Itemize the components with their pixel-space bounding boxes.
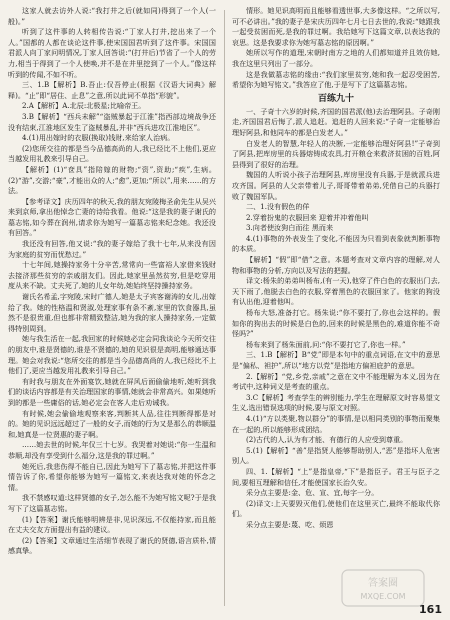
- page-number: 161: [419, 603, 442, 616]
- paragraph: 5.(1)【解析】“善”是指贤人能够帮助别人,“恶”是指坏人危害别人。: [232, 445, 440, 466]
- paragraph: 三、1.B【解析】B.吾止:仅吾停止(根据《汉语大词典》解释)。“止”即“居住、止息”之意,所以此词不单指“形貌”。: [8, 80, 216, 100]
- paragraph: (1)【答案】谢氏能够明辨是非,见识深远,不仅能持家,而且能在丈夫交友方面提出有益的建议。: [8, 514, 216, 535]
- right-column: [232, 6, 440, 531]
- document-page: [8, 6, 442, 614]
- paragraph: 一、子奇十六岁的时候,齐国的国君派(他)去治理阿县。子奇刚走,齐国国君后悔了,派人追赶。追赶的人回来说:“子奇一定能够治理好阿县,和他同车的都是白发老人。”: [232, 106, 440, 137]
- paragraph: (2)您所交往的都是当今品德高尚的人,我已经比不上他们,更应当越发用礼教来引导自己。: [8, 143, 216, 164]
- paragraph: 有时候,她会偷偷地观察来客,判断其人品,往往判断得都是对的。她的见识远远超过了一般的女子,而她的行为又是那么的恭顺温和,她真是一位贤惠的妻子啊。: [8, 408, 216, 439]
- section-title: 百练九十: [317, 93, 354, 104]
- paragraph: 她与我生活在一起,我回家的时候她必定会同我谈论今天所交往的朋友中,谁是贤德的,谁是不贤德的,她的见识很是高明,能够通达事理。她会对我说:“您所交往的都是当今品德高尚的人,我已经比不上他们了,更应当越发用礼教来引导自己。”: [8, 334, 216, 376]
- paragraph: 【解析】(1)“奁具”指陪嫁的财物;“资”,资助;“疾”,生病。(2)“游”,交游;“豪”,才能出众的人;“愈”,更加;“所以”,用来……的方法。: [8, 164, 216, 196]
- svg-text:MXQE.COM: MXQE.COM: [360, 592, 406, 601]
- left-column: [8, 6, 216, 557]
- paragraph: 我还没有回答,他又说:“我的妻子嫁给了我十七年,从来没有因为家庭的贫穷而忧愁过。”: [8, 239, 216, 259]
- paragraph: 3.向者使汝狗白而往 黑而来: [246, 223, 334, 233]
- paragraph: ……她去世的时候,年仅三十七岁。我哭着对她说:“你一生温和恭顺,却没有享受到什么福分,这是我的罪过啊。”: [8, 440, 216, 460]
- paragraph: 二、1.没有假色的佯: [246, 202, 310, 212]
- paragraph: 情形。她见识高明而且能够看透世事,大多像这样。“之所以写,可不必讲出。”我的妻子是宋庆历四年七月七日去世的,我说:“她跟我一起受贫困而死,是我的罪过啊。我给她写下这篇文章,以表达我的哀思。这是我要求你为她写墓志铭的原因啊。”: [232, 6, 440, 47]
- paragraph: 3.C【解析】考查学生的辨别能力,学生在理解原文时容易望文生义,选出错误选项的时候,要与原文对照。: [232, 392, 440, 413]
- paragraph: (2)古代的人,认为有才能、有德行的人应受到尊重。: [246, 435, 408, 445]
- paragraph: 4.(1)“方以类聚,物以群分”的事情,是以相同类别的事物而聚集在一起的,所以能够形成团结。: [232, 413, 440, 434]
- paragraph: 2.【解析】“党,乡党,亲戚”之意在文中不能理解为本义,因为在考试中,这种词义是考查的重点。: [232, 371, 440, 392]
- paragraph: 她死后,我悲伤得不能自已,因此为她写下了墓志铭,并把这件事情告诉了你,希望你能够为她写一篇铭文,来表达我对她的怀念之情。: [8, 461, 216, 492]
- paragraph: (2)【答案】文章通过生活细节表现了谢氏的贤德,语言质朴,情感真挚。: [8, 535, 216, 556]
- paragraph: 听到了这件事的人转相传告说:“丁家人打井,挖出来了一个人。”国都的人都在谈论这件事,使宋国国君听到了这件事。宋国国君派人向丁家问明情况,丁家人回答说:“(打井后)节省了一个人的劳力,相当于得到了一个人使唤,并不是在井里挖到了一个人。”像这样听到的传闻,不如不听。: [8, 27, 216, 79]
- paragraph: 【参考译文】庆历四年的秋天,我的朋友宛陵梅圣俞先生从吴兴来到京师,拿出他悼念亡妻的诗给我看。他说:“这是我的妻子谢氏的墓志铭,如今葬在润州,请求你为她写一篇墓志铭来纪念她。我还没有回答。”: [8, 196, 216, 238]
- paragraph: 谢氏名希孟,字宛陵,宋时广德人,她是太子宾客谢涛的女儿,出嫁给了我。她的性格温和贤淑,处理家事有条不紊,家里的饮食器具,虽然不是很贵重,但也都非常精致整洁,她为我的家人操持家务,一定做得特别周到。: [8, 292, 216, 333]
- paragraph: 3.B【解析】“西兵未解”“盗贼暴起于江淮”指西部边境战争还没有结束,江淮地区发生了盗贼暴乱,并非“西兵进攻江淮地区”。: [8, 111, 216, 132]
- paragraph: 译文:杨朱的弟弟叫杨布,(有一天),他穿了件白色的衣服出门去,天下雨了,他脱去白色的衣服,穿着黑色的衣服回家了。他家的狗没有认出他,迎着他叫。: [232, 276, 440, 307]
- paragraph: 【解析】“假”即“借”之意。本题考查对文章内容的理解,对人物和事物的分析,方向以及写法的把握。: [232, 255, 440, 275]
- paragraph: 她所以写作的道理,宋朝时南方之地的人们都知道并且效仿她,我在这里只列出了一部分。: [232, 48, 440, 68]
- paragraph: 4.(1)用出嫁时的衣服(换取)钱财,来给家人治病。: [22, 133, 175, 143]
- paragraph: 这是我做墓志铭的缘由:“我们家里贫穷,她和我一起忍受困苦,希望你为她写铭文。”我答应了他,于是写下了这篇墓志铭。: [232, 69, 440, 90]
- paragraph: 四、1.【解析】“上”是指皇帝,“下”是指臣子。君王与臣子之间,要相互理解和信任,才能使国家长治久安。: [232, 466, 440, 487]
- paragraph: 三、1.B【解析】B“党”即是本句中的重点词语,在文中的意思是“偏私、袒护”,所以“地方以党”是指地方偏袒庇护的意思。: [232, 350, 440, 370]
- watermark-logo: [340, 568, 426, 608]
- paragraph: 4.(1)事物的外表发生了变化,不能因为只看到表象就判断事物的本质。: [232, 233, 440, 254]
- right-column-top-text: [232, 6, 440, 91]
- paragraph: 我不禁感叹道:这样贤德的女子,怎么能不为她写铭文呢?于是我写下了这篇墓志铭。: [8, 493, 216, 513]
- paragraph: 2.A【解析】A.北辰:北极星;比喻帝王。: [22, 101, 146, 111]
- column-divider: [224, 10, 225, 606]
- paragraph: (2)译文:上天要毁灭他们,使他们在这里灭亡,最终不能取代你们。: [232, 498, 440, 519]
- paragraph: 2.穿着扮鬼的衣服回来 迎着并冲着他叫: [246, 212, 369, 222]
- paragraph: 采分点主要是:蔑、吃、烦恩: [246, 519, 334, 529]
- paragraph: 魏国的人听说小孩子治理阿县,库房里没有兵器,于是就派兵进攻齐国。阿县的人父亲带着儿子,哥哥带着弟弟,凭借自己的兵器打败了魏国军队。: [232, 170, 440, 201]
- paragraph: 有时我与朋友在外面宴饮,她就在屏风后面偷偷地听,她听到我们的谈话内容都是有关治理国家的事情,她就会非常高兴。如果她听到的都是一些庸俗的话,她必定会在客人走后劝诫我。: [8, 376, 216, 407]
- paragraph: 杨布来到了杨朱面前,问:“你不要打它了,你也一样。”: [246, 339, 406, 349]
- paragraph: 采分点主要是:金、危、宣、宜,每字一分。: [246, 488, 379, 498]
- paragraph: 杨布大怒,准备打它。杨朱说:“你不要打了,你也会这样的。假如你的狗出去的时候是白色的,回来的时候是黑色的,难道你能不奇怪吗?”: [232, 308, 440, 339]
- right-column-body-text: [232, 107, 440, 531]
- paragraph: 十七年间,她操持家务十分辛苦,常常向一些富裕人家借来钱财去接济那些贫穷的亲戚朋友们。因此,她家里虽然贫穷,但是吃穿用度从来不缺。丈夫死了,她的儿女年幼,她始终坚持操持家务。: [8, 260, 216, 291]
- paragraph: 这家人就去访外人说:“我打井之后(就如同)得到了一个人(一般)。”: [8, 6, 216, 26]
- paragraph: 白发老人的智慧,年轻人的决断,一定能够治理好阿县!”子奇到了阿县,把库房里的兵器熔铸成农具,打开粮仓来救济贫困的百姓,阿县得到了很好的治理。: [232, 138, 440, 169]
- svg-text:答案圈: 答案圈: [368, 578, 398, 589]
